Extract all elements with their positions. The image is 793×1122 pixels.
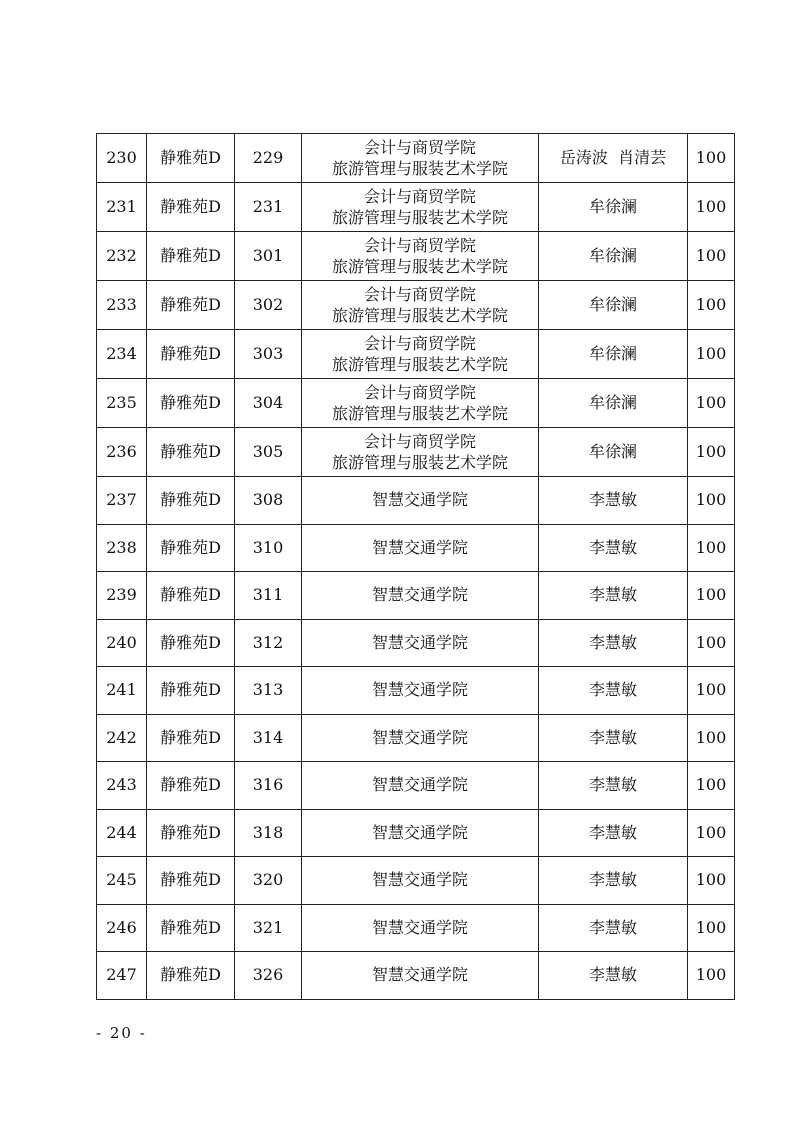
cell-counselor: 李慧敏 bbox=[539, 809, 688, 857]
cell-no: 235 bbox=[97, 379, 147, 428]
cell-score: 100 bbox=[688, 667, 735, 715]
cell-no: 230 bbox=[97, 134, 147, 183]
cell-building: 静雅苑D bbox=[147, 809, 235, 857]
table-row bbox=[97, 183, 735, 232]
college-line-1: 会计与商贸学院 bbox=[363, 334, 476, 353]
cell-room: 314 bbox=[235, 714, 302, 762]
table-row bbox=[97, 477, 735, 525]
college-line-2: 旅游管理与服装艺术学院 bbox=[331, 159, 508, 178]
cell-no: 241 bbox=[97, 667, 147, 715]
cell-score: 100 bbox=[688, 714, 735, 762]
cell-room: 301 bbox=[235, 232, 302, 281]
cell-counselor: 牟徐澜 bbox=[539, 232, 688, 281]
cell-college: 智慧交通学院 bbox=[302, 477, 539, 525]
table-row bbox=[97, 904, 735, 952]
table-row bbox=[97, 762, 735, 810]
cell-no: 238 bbox=[97, 524, 147, 572]
cell-college: 智慧交通学院 bbox=[302, 524, 539, 572]
cell-college: 智慧交通学院 bbox=[302, 904, 539, 952]
cell-building: 静雅苑D bbox=[147, 762, 235, 810]
cell-no: 245 bbox=[97, 857, 147, 905]
cell-room: 304 bbox=[235, 379, 302, 428]
table-row bbox=[97, 134, 735, 183]
cell-score: 100 bbox=[688, 762, 735, 810]
college-line-1: 会计与商贸学院 bbox=[363, 236, 476, 255]
college-line-2: 旅游管理与服装艺术学院 bbox=[331, 257, 508, 276]
table-row bbox=[97, 330, 735, 379]
cell-no: 234 bbox=[97, 330, 147, 379]
cell-score: 100 bbox=[688, 952, 735, 1000]
cell-counselor: 牟徐澜 bbox=[539, 428, 688, 477]
cell-counselor: 李慧敏 bbox=[539, 952, 688, 1000]
cell-building: 静雅苑D bbox=[147, 857, 235, 905]
cell-room: 303 bbox=[235, 330, 302, 379]
table-row bbox=[97, 857, 735, 905]
cell-college bbox=[302, 330, 539, 379]
cell-counselor: 李慧敏 bbox=[539, 667, 688, 715]
cell-room: 313 bbox=[235, 667, 302, 715]
cell-college bbox=[302, 281, 539, 330]
cell-no: 231 bbox=[97, 183, 147, 232]
cell-college: 智慧交通学院 bbox=[302, 714, 539, 762]
cell-score: 100 bbox=[688, 857, 735, 905]
cell-counselor: 李慧敏 bbox=[539, 619, 688, 667]
cell-no: 237 bbox=[97, 477, 147, 525]
college-line-2: 旅游管理与服装艺术学院 bbox=[331, 453, 508, 472]
cell-no: 243 bbox=[97, 762, 147, 810]
cell-counselor: 李慧敏 bbox=[539, 524, 688, 572]
cell-score: 100 bbox=[688, 134, 735, 183]
table-row bbox=[97, 572, 735, 620]
cell-college: 智慧交通学院 bbox=[302, 762, 539, 810]
cell-college bbox=[302, 232, 539, 281]
cell-score: 100 bbox=[688, 379, 735, 428]
cell-room: 321 bbox=[235, 904, 302, 952]
cell-counselor: 牟徐澜 bbox=[539, 379, 688, 428]
cell-score: 100 bbox=[688, 477, 735, 525]
cell-no: 244 bbox=[97, 809, 147, 857]
cell-college bbox=[302, 134, 539, 183]
college-line-2: 旅游管理与服装艺术学院 bbox=[331, 404, 508, 423]
college-line-2: 旅游管理与服装艺术学院 bbox=[331, 208, 508, 227]
cell-room: 316 bbox=[235, 762, 302, 810]
cell-building: 静雅苑D bbox=[147, 619, 235, 667]
college-line-1: 会计与商贸学院 bbox=[363, 383, 476, 402]
cell-college: 智慧交通学院 bbox=[302, 952, 539, 1000]
cell-counselor: 岳涛波 肖清芸 bbox=[539, 134, 688, 183]
table-row bbox=[97, 667, 735, 715]
cell-room: 318 bbox=[235, 809, 302, 857]
college-line-1: 会计与商贸学院 bbox=[363, 432, 476, 451]
cell-room: 305 bbox=[235, 428, 302, 477]
table-row bbox=[97, 809, 735, 857]
cell-counselor: 牟徐澜 bbox=[539, 281, 688, 330]
college-line-2: 旅游管理与服装艺术学院 bbox=[331, 355, 508, 374]
cell-counselor: 牟徐澜 bbox=[539, 330, 688, 379]
table-row bbox=[97, 619, 735, 667]
dormitory-score-table bbox=[96, 133, 735, 1000]
cell-counselor: 李慧敏 bbox=[539, 477, 688, 525]
cell-no: 232 bbox=[97, 232, 147, 281]
cell-no: 236 bbox=[97, 428, 147, 477]
cell-counselor: 李慧敏 bbox=[539, 904, 688, 952]
cell-no: 242 bbox=[97, 714, 147, 762]
cell-score: 100 bbox=[688, 183, 735, 232]
cell-no: 239 bbox=[97, 572, 147, 620]
college-line-1: 会计与商贸学院 bbox=[363, 187, 476, 206]
table-row bbox=[97, 428, 735, 477]
page-number: - 20 - bbox=[96, 1024, 147, 1042]
cell-room: 312 bbox=[235, 619, 302, 667]
college-line-1: 会计与商贸学院 bbox=[363, 285, 476, 304]
cell-college: 智慧交通学院 bbox=[302, 667, 539, 715]
cell-building: 静雅苑D bbox=[147, 134, 235, 183]
cell-building: 静雅苑D bbox=[147, 379, 235, 428]
cell-score: 100 bbox=[688, 904, 735, 952]
cell-college bbox=[302, 428, 539, 477]
cell-room: 231 bbox=[235, 183, 302, 232]
cell-college: 智慧交通学院 bbox=[302, 619, 539, 667]
cell-counselor: 李慧敏 bbox=[539, 572, 688, 620]
cell-college bbox=[302, 183, 539, 232]
cell-score: 100 bbox=[688, 572, 735, 620]
cell-building: 静雅苑D bbox=[147, 330, 235, 379]
table-row bbox=[97, 232, 735, 281]
cell-building: 静雅苑D bbox=[147, 524, 235, 572]
cell-building: 静雅苑D bbox=[147, 477, 235, 525]
table-row bbox=[97, 952, 735, 1000]
cell-building: 静雅苑D bbox=[147, 232, 235, 281]
cell-score: 100 bbox=[688, 524, 735, 572]
cell-room: 229 bbox=[235, 134, 302, 183]
cell-score: 100 bbox=[688, 428, 735, 477]
cell-score: 100 bbox=[688, 281, 735, 330]
cell-room: 308 bbox=[235, 477, 302, 525]
cell-building: 静雅苑D bbox=[147, 428, 235, 477]
college-line-1: 会计与商贸学院 bbox=[363, 138, 476, 157]
cell-counselor: 牟徐澜 bbox=[539, 183, 688, 232]
cell-building: 静雅苑D bbox=[147, 281, 235, 330]
table-row bbox=[97, 524, 735, 572]
cell-no: 240 bbox=[97, 619, 147, 667]
cell-room: 302 bbox=[235, 281, 302, 330]
cell-building: 静雅苑D bbox=[147, 667, 235, 715]
cell-room: 326 bbox=[235, 952, 302, 1000]
cell-college: 智慧交通学院 bbox=[302, 809, 539, 857]
cell-no: 233 bbox=[97, 281, 147, 330]
cell-building: 静雅苑D bbox=[147, 904, 235, 952]
cell-room: 310 bbox=[235, 524, 302, 572]
cell-score: 100 bbox=[688, 330, 735, 379]
cell-counselor: 李慧敏 bbox=[539, 714, 688, 762]
table-row bbox=[97, 281, 735, 330]
cell-building: 静雅苑D bbox=[147, 572, 235, 620]
cell-building: 静雅苑D bbox=[147, 952, 235, 1000]
college-line-2: 旅游管理与服装艺术学院 bbox=[331, 306, 508, 325]
table-row bbox=[97, 379, 735, 428]
table-body bbox=[97, 134, 735, 1000]
cell-score: 100 bbox=[688, 619, 735, 667]
cell-counselor: 李慧敏 bbox=[539, 762, 688, 810]
cell-counselor: 李慧敏 bbox=[539, 857, 688, 905]
cell-no: 247 bbox=[97, 952, 147, 1000]
cell-building: 静雅苑D bbox=[147, 183, 235, 232]
cell-room: 311 bbox=[235, 572, 302, 620]
cell-no: 246 bbox=[97, 904, 147, 952]
cell-college bbox=[302, 379, 539, 428]
cell-college: 智慧交通学院 bbox=[302, 572, 539, 620]
cell-score: 100 bbox=[688, 809, 735, 857]
cell-building: 静雅苑D bbox=[147, 714, 235, 762]
cell-score: 100 bbox=[688, 232, 735, 281]
cell-college: 智慧交通学院 bbox=[302, 857, 539, 905]
cell-room: 320 bbox=[235, 857, 302, 905]
table-row bbox=[97, 714, 735, 762]
